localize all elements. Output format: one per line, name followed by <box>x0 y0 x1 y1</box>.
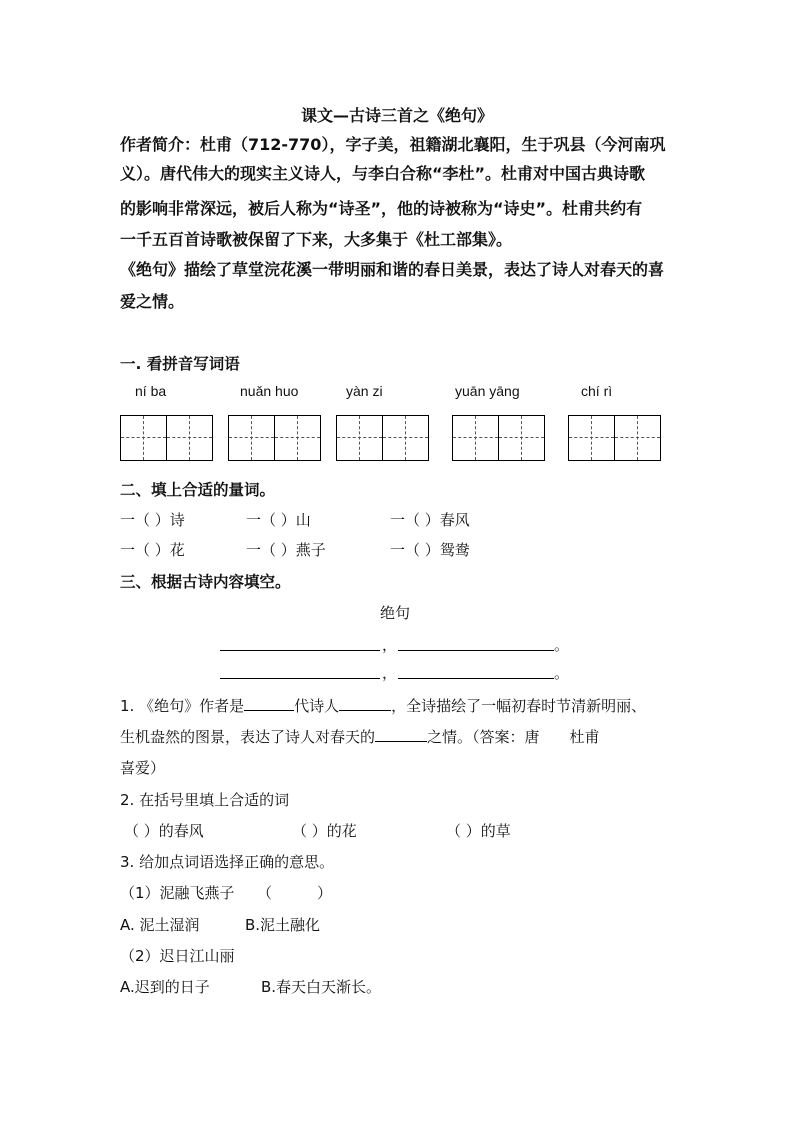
question-text: 之情。（答案：唐 杜甫 <box>427 728 600 746</box>
grid-cell[interactable] <box>499 415 545 461</box>
grid-cell[interactable] <box>383 415 429 461</box>
writing-grid[interactable] <box>452 415 545 461</box>
grid-cell[interactable] <box>336 415 383 461</box>
grid-cell[interactable] <box>167 415 213 461</box>
pinyin-label: ní ba <box>135 383 167 399</box>
writing-grid[interactable] <box>228 415 321 461</box>
page-title: 课文—古诗三首之《绝句》 <box>300 106 493 125</box>
grid-cell[interactable] <box>568 415 615 461</box>
intro-line: 的影响非常深远，被后人称为“诗圣”，他的诗被称为“诗史”。杜甫共约有 <box>120 199 643 218</box>
choice-option: B.春天白天渐长。 <box>261 978 382 996</box>
grid-cell[interactable] <box>275 415 321 461</box>
measure-word-item: 一（ ）诗 <box>120 511 185 529</box>
measure-word-item: 一（ ）春风 <box>390 511 470 529</box>
measure-word-item: 一（ ）鸳鸯 <box>390 541 470 559</box>
question-3-1: （1）泥融飞燕子 （ ） <box>120 884 333 902</box>
punctuation: ， <box>382 664 398 682</box>
fill-item: （ ）的春风 <box>124 822 204 840</box>
poem-title: 绝句 <box>380 604 411 622</box>
question-1 <box>120 695 646 716</box>
question-3: 3. 给加点词语选择正确的意思。 <box>120 853 335 871</box>
section3-heading: 三、根据古诗内容填空。 <box>120 573 291 591</box>
answer-blank[interactable] <box>375 726 427 742</box>
measure-word-item: 一（ ）山 <box>246 511 311 529</box>
grid-cell[interactable] <box>228 415 275 461</box>
grid-cell[interactable] <box>452 415 499 461</box>
intro-line: 爱之情。 <box>120 292 185 311</box>
measure-word-item: 一（ ）燕子 <box>246 541 326 559</box>
question-text: 代诗人 <box>294 697 340 715</box>
intro-line: 作者简介：杜甫（712-770），字子美，祖籍湖北襄阳，生于巩县（今河南巩 <box>120 135 666 154</box>
question-1-answer: 喜爱） <box>120 759 166 777</box>
choice-option: A.迟到的日子 <box>120 978 210 996</box>
pinyin-label: nuǎn huo <box>240 383 299 399</box>
poem-blank-line[interactable] <box>220 650 380 651</box>
punctuation: ， <box>382 636 398 654</box>
answer-blank[interactable] <box>244 695 294 711</box>
question-2: 2. 在括号里填上合适的词 <box>120 791 290 809</box>
section2-heading: 二、填上合适的量词。 <box>120 481 276 499</box>
fill-item: （ ）的花 <box>292 822 357 840</box>
fill-item: （ ）的草 <box>446 822 511 840</box>
question-text: 生机盎然的图景，表达了诗人对春天的 <box>120 728 376 746</box>
section1-heading: 一. 看拼音写词语 <box>120 355 240 373</box>
writing-grid[interactable] <box>568 415 661 461</box>
answer-blank[interactable] <box>339 695 391 711</box>
question-1-cont <box>120 726 600 747</box>
pinyin-label: yàn zi <box>346 383 383 399</box>
punctuation: 。 <box>554 636 570 654</box>
choice-option: A. 泥土湿润 <box>120 916 200 934</box>
writing-grid[interactable] <box>120 415 213 461</box>
poem-blank-line[interactable] <box>398 678 554 679</box>
intro-line: 义）。唐代伟大的现实主义诗人，与李白合称“李杜”。杜甫对中国古典诗歌 <box>120 164 646 183</box>
grid-cell[interactable] <box>120 415 167 461</box>
intro-line: 《绝句》描绘了草堂浣花溪一带明丽和谐的春日美景，表达了诗人对春天的喜 <box>120 260 665 279</box>
poem-blank-line[interactable] <box>398 650 554 651</box>
measure-word-item: 一（ ）花 <box>120 541 185 559</box>
pinyin-label: chí rì <box>581 383 613 399</box>
poem-blank-line[interactable] <box>220 678 380 679</box>
pinyin-label: yuān yāng <box>455 383 520 399</box>
question-3-2: （2）迟日江山丽 <box>120 947 235 965</box>
intro-line: 一千五百首诗歌被保留了下来，大多集于《杜工部集》。 <box>120 230 513 249</box>
choice-option: B.泥土融化 <box>245 916 321 934</box>
question-text: ，全诗描绘了一幅初春时节清新明丽、 <box>391 697 647 715</box>
punctuation: 。 <box>554 664 570 682</box>
writing-grid[interactable] <box>336 415 429 461</box>
grid-cell[interactable] <box>615 415 661 461</box>
question-text: 1. 《绝句》作者是 <box>120 697 245 715</box>
